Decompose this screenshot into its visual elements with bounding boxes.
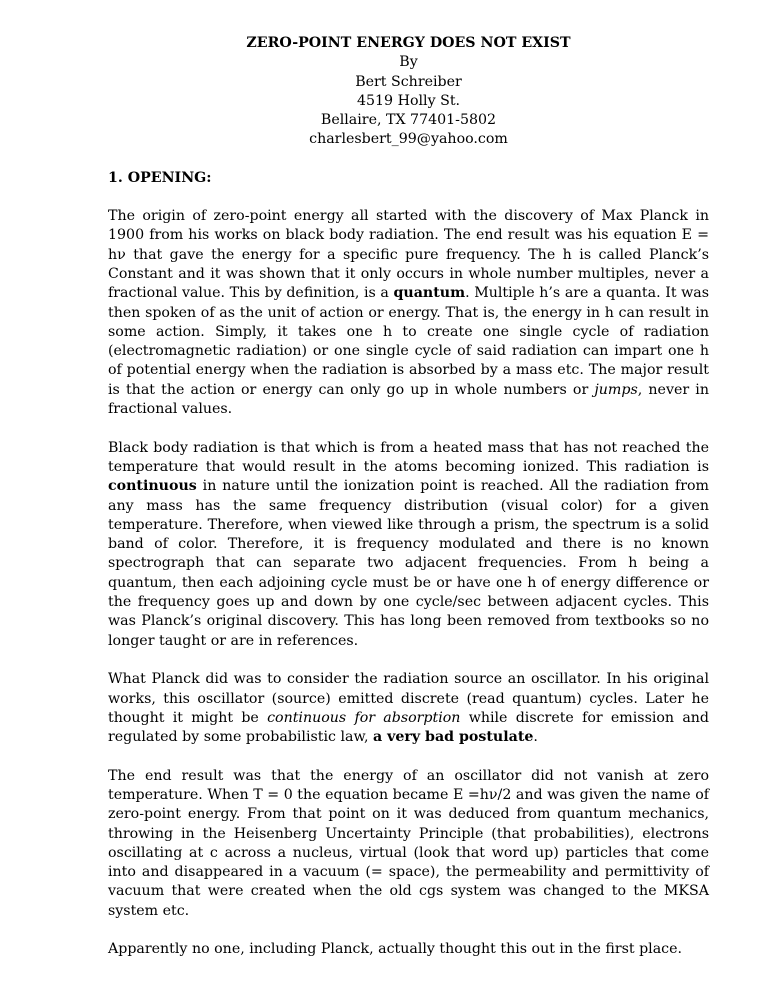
section-heading: 1. OPENING: (108, 169, 212, 186)
paragraph-3 (108, 670, 709, 747)
paragraph-2-text-b: in nature until the ionization point is reached. All the radiation from any mass has the same frequency distribution (visual color) for a given temperature. Therefore, when viewed like through a prism, the spectrum is a solid band of color. Therefore, it is frequency modulated and there is no known spectrograph that can separate two adjacent frequencies. From h being a quantum, then each adjoining cycle must be or have one h of energy difference or the frequency goes up and down by one cycle/sec between adjacent cycles. This was Planck’s original discovery. This has long been removed from textbooks so no longer taught or are in references. (108, 478, 709, 649)
document-header (108, 34, 709, 150)
paragraph-2-bold: continuous (108, 478, 197, 495)
paragraph-3-text-a: What Planck did was to consider the radiation source an oscillator. In his original works, this oscillator (source) emitted discrete (read quantum) cycles. Later he thought it might be (108, 671, 709, 726)
document-title: ZERO-POINT ENERGY DOES NOT EXIST (246, 35, 571, 51)
paragraph-1-text-b: . Multiple h’s are a quanta. It was then spoken of as the unit of action or energy. That is, the energy in h can result in some action. Simply, it takes one h to create one single cycle of radiation (electromagnetic radiation) or one single cycle of said radiation can impart one h of potential energy when the radiation is absorbed by a mass etc. The major result is that the action or energy can only go up in whole numbers or (108, 285, 710, 398)
paragraph-1-text-a: The origin of zero-point energy all started with the discovery of Max Planck in 1900 from his works on black body radiation. The end result was his equation E = hν that gave the energy for a specific pure frequency. The h is called Planck’s Constant and it was shown that it only occurs in whole number multiples, never a fractional value. This by definition, is a (108, 208, 709, 302)
paragraph-3-text-c: . (533, 729, 538, 746)
author-street: 4519 Holly St. (356, 92, 461, 109)
author-name: Bert Schreiber (355, 73, 462, 90)
paragraph-1 (108, 207, 709, 419)
paragraph-3-text-b: while discrete for emission and regulated by some probabilistic law, (108, 709, 710, 746)
author-email: charlesbert_99@yahoo.com (309, 131, 508, 148)
byline-label: By (399, 54, 418, 71)
paragraph-3-italic: continuous for absorption (267, 709, 461, 726)
paragraph-1-bold: quantum (393, 285, 466, 302)
paragraph-5: Apparently no one, including Planck, actually thought this out in the first place. (108, 941, 683, 958)
paragraph-3-bold: a very bad postulate (372, 729, 534, 746)
paragraph-4: The end result was that the energy of an oscillator did not vanish at zero temperature. When T = 0 the equation became E =hν/2 and was given the name of zero-point energy. From that point on it was deduced from quantum mechanics, throwing in the Heisenberg Uncertainty Principle (that probabilities), electrons oscillating at c across a nucleus, virtual (look that word up) particles that come into and disappeared in a vacuum (= space), the permeability and permittivity of vacuum that were created when the old cgs system was changed to the MKSA system etc. (108, 767, 709, 919)
paragraph-1-text-c: , never in fractional values. (108, 381, 709, 418)
author-city: Bellaire, TX 77401-5802 (320, 112, 497, 129)
paragraph-2-text-a: Black body radiation is that which is from a heated mass that has not reached the temperature that would result in the atoms becoming ionized. This radiation is (108, 439, 709, 475)
paragraph-2 (108, 439, 709, 651)
paragraph-1-italic: jumps (594, 381, 638, 398)
